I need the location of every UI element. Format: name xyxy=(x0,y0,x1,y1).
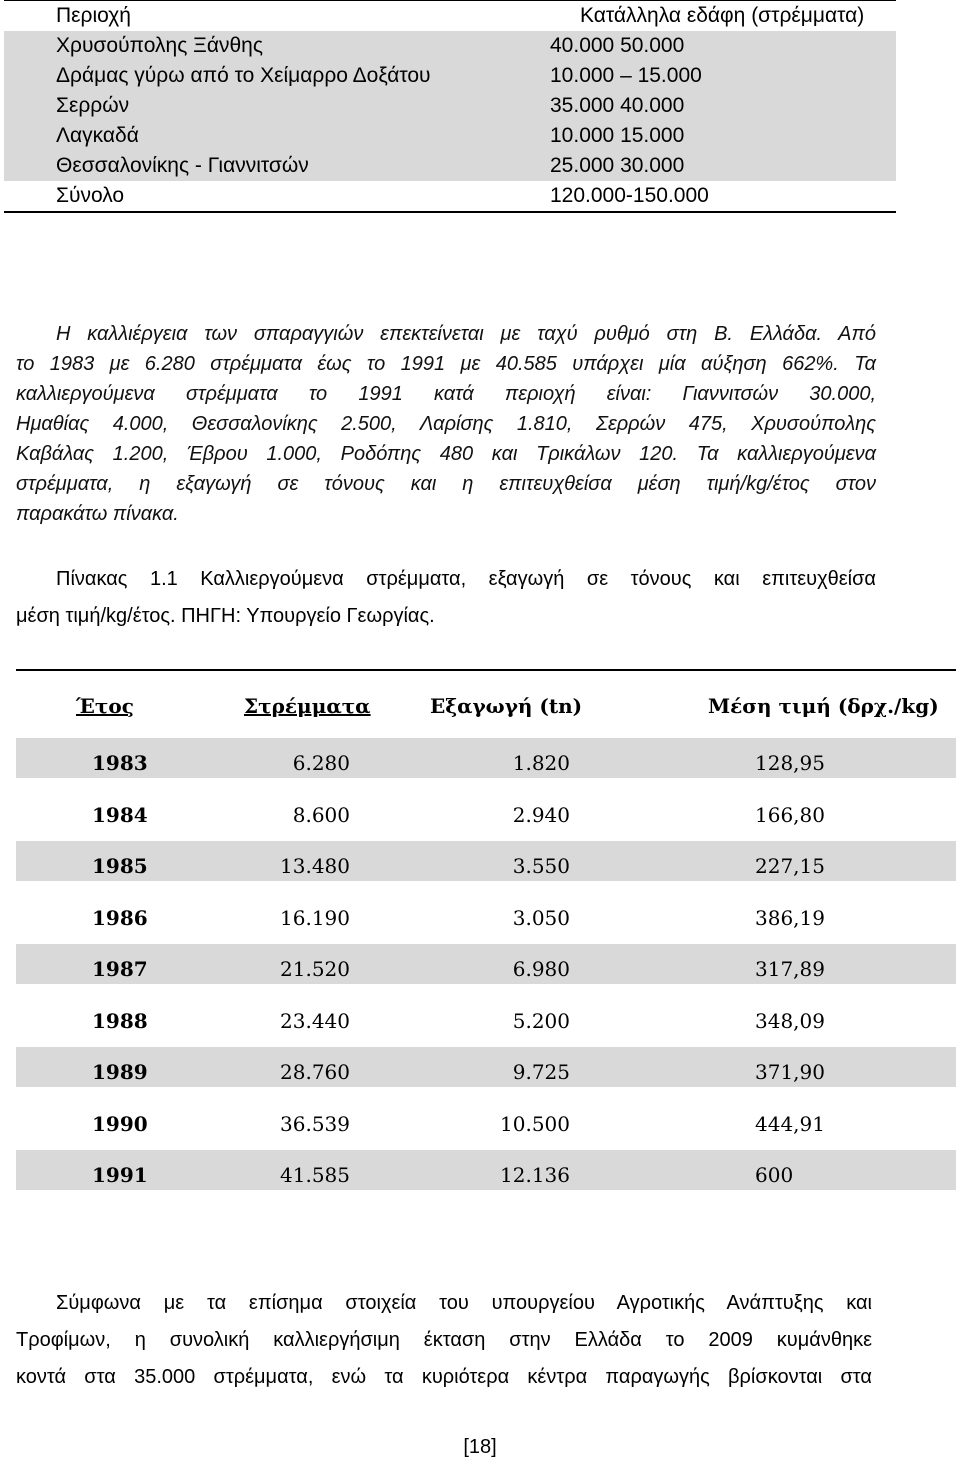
price-cell: 444,91 xyxy=(755,1112,825,1136)
table-row xyxy=(16,944,956,984)
price-cell: 317,89 xyxy=(755,957,825,981)
export-cell: 3.550 xyxy=(512,854,570,878)
total-row xyxy=(4,181,896,211)
export-cell: 5.200 xyxy=(512,1009,570,1033)
paragraph-line: Ημαθίας 4.000, Θεσσαλονίκης 2.500, Λαρίσης 1.810, Σερρών 475, Χρυσούπολης xyxy=(16,413,876,435)
year-cell: 1990 xyxy=(92,1112,148,1136)
paragraph-line: κοντά στα 35.000 στρέμματα, ενώ τα κυριότερα κέντρα παραγωγής βρίσκονται στα xyxy=(16,1366,872,1388)
price-cell: 128,95 xyxy=(755,751,825,775)
price-cell: 227,15 xyxy=(755,854,825,878)
paragraph-line: παρακάτω πίνακα. xyxy=(16,503,179,525)
acres-header: Στρέμματα xyxy=(244,694,371,718)
export-cell: 1.820 xyxy=(512,751,570,775)
paragraph-line: στρέμματα, η εξαγωγή σε τόνους και η επιτευχθείσα μέση τιμή/kg/έτος στον xyxy=(16,473,876,495)
paragraph-line: το 1983 με 6.280 στρέμματα έως το 1991 με 40.585 υπάρχει μία αύξηση 662%. Τα xyxy=(16,353,876,375)
acres-cell: 16.190 xyxy=(280,906,350,930)
acres-cell: 13.480 xyxy=(280,854,350,878)
table-row xyxy=(4,121,896,151)
price-header: Μέση τιμή (δρχ./kg) xyxy=(708,694,939,718)
acres-cell: 6.280 xyxy=(292,751,350,775)
body-paragraph xyxy=(16,319,876,529)
export-cell: 9.725 xyxy=(512,1060,570,1084)
table-row xyxy=(4,31,896,61)
price-cell: 371,90 xyxy=(755,1060,825,1084)
table-row xyxy=(16,1150,956,1190)
year-cell: 1988 xyxy=(92,1009,148,1033)
year-header: Έτος xyxy=(76,694,134,718)
export-cell: 2.940 xyxy=(512,803,570,827)
regions-table xyxy=(4,0,896,213)
land-cell: 10.000 15.000 xyxy=(550,124,685,147)
table-row xyxy=(16,893,956,933)
land-cell: 25.000 30.000 xyxy=(550,154,685,177)
table-row xyxy=(16,790,956,830)
land-cell: 40.000 50.000 xyxy=(550,34,685,57)
land-header: Κατάλληλα εδάφη (στρέμματα) xyxy=(580,4,865,27)
acres-cell: 21.520 xyxy=(280,957,350,981)
table-row xyxy=(16,1099,956,1139)
export-cell: 6.980 xyxy=(512,957,570,981)
region-cell: Λαγκαδά xyxy=(56,124,139,147)
year-cell: 1986 xyxy=(92,906,148,930)
paragraph-line: Σύμφωνα με τα επίσημα στοιχεία του υπουργείου Αγροτικής Ανάπτυξης και xyxy=(56,1292,872,1314)
table-row xyxy=(16,996,956,1036)
regions-table-header xyxy=(4,0,896,31)
table-caption xyxy=(16,561,876,635)
land-cell: 120.000-150.000 xyxy=(550,184,709,207)
table-row xyxy=(16,1047,956,1087)
year-cell: 1985 xyxy=(92,854,148,878)
price-cell: 600 xyxy=(755,1163,794,1187)
region-cell: Σερρών xyxy=(56,94,130,117)
export-cell: 3.050 xyxy=(512,906,570,930)
land-cell: 10.000 – 15.000 xyxy=(550,64,702,87)
year-cell: 1983 xyxy=(92,751,148,775)
export-header: Εξαγωγή (tn) xyxy=(430,694,583,718)
caption-line: Πίνακας 1.1 Καλλιεργούμενα στρέμματα, εξαγωγή σε τόνους και επιτευχθείσα xyxy=(56,568,876,590)
year-cell: 1991 xyxy=(92,1163,148,1187)
acres-cell: 8.600 xyxy=(292,803,350,827)
final-paragraph xyxy=(16,1285,872,1396)
region-header: Περιοχή xyxy=(56,4,131,27)
export-cell: 12.136 xyxy=(500,1163,570,1187)
caption-line: μέση τιμή/kg/έτος. ΠΗΓΗ: Υπουργείο Γεωργίας. xyxy=(16,605,435,627)
acres-cell: 23.440 xyxy=(280,1009,350,1033)
price-cell: 348,09 xyxy=(755,1009,825,1033)
acres-cell: 28.760 xyxy=(280,1060,350,1084)
table-row xyxy=(16,738,956,778)
price-cell: 386,19 xyxy=(755,906,825,930)
acres-cell: 41.585 xyxy=(280,1163,350,1187)
year-cell: 1989 xyxy=(92,1060,148,1084)
paragraph-line: Τροφίμων, η συνολική καλλιεργήσιμη έκταση στην Ελλάδα το 2009 κυμάνθηκε xyxy=(16,1329,872,1351)
paragraph-line: Καβάλας 1.200, Έβρου 1.000, Ροδόπης 480 και Τρικάλων 120. Τα καλλιεργούμενα xyxy=(16,443,876,465)
acres-cell: 36.539 xyxy=(280,1112,350,1136)
paragraph-line: καλλιεργούμενα στρέμματα το 1991 κατά περιοχή είναι: Γιαννιτσών 30.000, xyxy=(16,383,876,405)
region-cell: Θεσσαλονίκης - Γιαννιτσών xyxy=(56,154,309,177)
region-cell: Χρυσούπολης Ξάνθης xyxy=(56,34,263,57)
region-cell: Δράμας γύρω από το Χείμαρρο Δοξάτου xyxy=(56,64,431,87)
export-cell: 10.500 xyxy=(500,1112,570,1136)
table-row xyxy=(4,61,896,91)
table-row xyxy=(4,91,896,121)
region-cell: Σύνολο xyxy=(56,184,125,207)
year-cell: 1984 xyxy=(92,803,148,827)
table-top-rule xyxy=(16,669,956,671)
table-row xyxy=(4,151,896,181)
table-row xyxy=(16,841,956,881)
price-cell: 166,80 xyxy=(755,803,825,827)
paragraph-line: Η καλλιέργεια των σπαραγγιών επεκτείνεται με ταχύ ρυθμό στη Β. Ελλάδα. Από xyxy=(56,323,876,345)
years-table-header xyxy=(16,690,956,730)
land-cell: 35.000 40.000 xyxy=(550,94,685,117)
page-number: [18] xyxy=(463,1436,497,1458)
table-bottom-rule xyxy=(4,211,896,213)
year-cell: 1987 xyxy=(92,957,148,981)
